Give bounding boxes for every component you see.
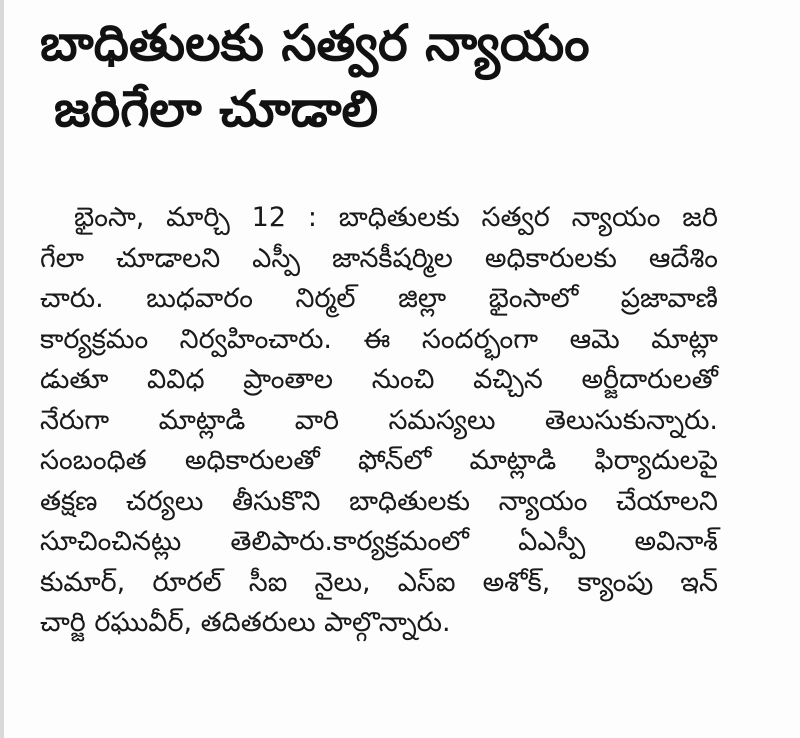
article-line: నేరుగా మాట్లాడి వారి సమస్యలు తెలుసుకున్నారు. [40, 404, 718, 436]
article-line: భైంసా, మార్చి 12 : బాధితులకు సత్వర న్యాయం జరి [74, 202, 718, 233]
headline-line-2: జరిగేలా చూడాలి [54, 80, 379, 138]
clipping-edge [0, 0, 4, 738]
article-line: కుమార్, రూరల్ సీఐ నైలు, ఎస్ఐ అశోక్, క్యాంపు ఇన్ [40, 566, 718, 598]
headline-line-1: బాధితులకు సత్వర న్యాయం [40, 14, 590, 72]
headline [40, 10, 780, 142]
article-line: గేలా చూడాలని ఎస్పీ జానకీషర్మిల అధికారులకు ఆదేశిం [40, 242, 718, 274]
article-line: డుతూ వివిధ ప్రాంతాల నుంచి వచ్చిన అర్జీదారులతో [40, 364, 718, 395]
article-line: చారు. బుధవారం నిర్మల్ జిల్లా భైంసాలో ప్రజావాణి [40, 283, 718, 314]
article-line: చార్జి రఘువీర్, తదితరులు పాల్గొన్నారు. [40, 607, 451, 638]
article-line: కార్యక్రమం నిర్వహించారు. ఈ సందర్భంగా ఆమె మాట్లా [40, 323, 718, 355]
article-body [40, 198, 760, 644]
article-line: సూచించినట్లు తెలిపారు.కార్యక్రమంలో ఏఎస్పీ అవినాశ్ [40, 526, 718, 557]
article-line: సంబంధిత అధికారులతో ఫోన్‌లో మాట్లాడి ఫిర్యాదులపై [40, 445, 718, 476]
article-line: తక్షణ చర్యలు తీసుకొని బాధితులకు న్యాయం చేయాలని [40, 485, 718, 517]
